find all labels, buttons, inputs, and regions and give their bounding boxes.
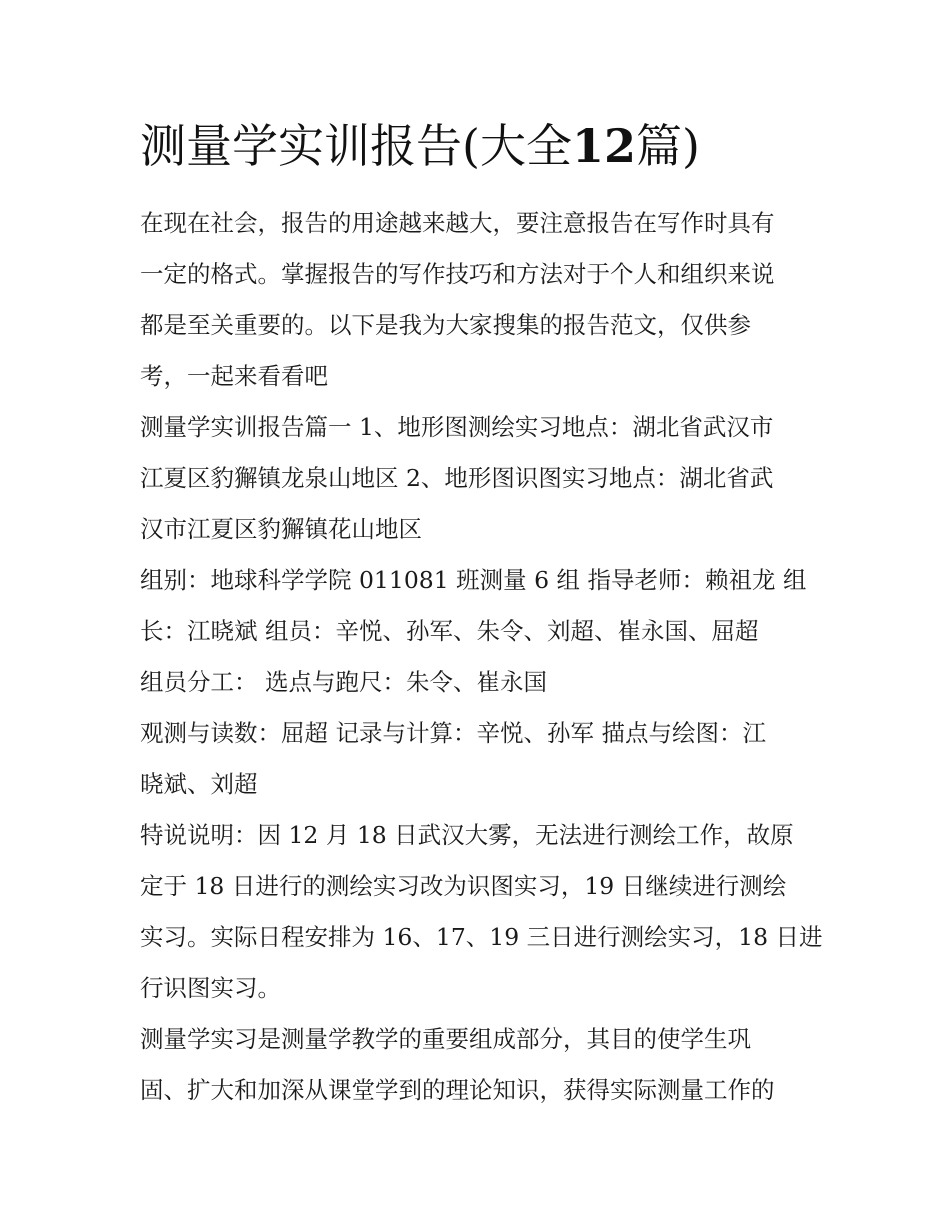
paragraph-intro: [140, 198, 812, 402]
text-line: 组员分工： 选点与跑尺：朱令、崔永国: [140, 668, 547, 696]
title-suffix: 篇): [635, 119, 700, 173]
text-line: 行识图实习。: [140, 974, 281, 1002]
text-line: 实习。实际日程安排为 16、17、19 三日进行测绘实习，18 日进: [140, 923, 823, 951]
paragraph-roles: [140, 708, 812, 810]
text-line: 晓斌、刘超: [140, 770, 258, 798]
document-title: [140, 112, 840, 180]
text-line: 考，一起来看看吧: [140, 362, 328, 390]
title-text: 测量学实训报告(大全: [140, 119, 572, 173]
text-line: 都是至关重要的。以下是我为大家搜集的报告范文，仅供参: [140, 311, 751, 339]
paragraph-group: [140, 555, 812, 708]
paragraph-schedule-note: [140, 810, 823, 1014]
text-line: 定于 18 日进行的测绘实习改为识图实习，19 日继续进行测绘: [140, 872, 787, 900]
text-line: 汉市江夏区豹獬镇花山地区: [140, 515, 422, 543]
text-line: 江夏区豹獬镇龙泉山地区 2、地形图识图实习地点：湖北省武: [140, 464, 774, 492]
document-body: [140, 198, 823, 1116]
text-line: 组别：地球科学学院 011081 班测量 6 组 指导老师：赖祖龙 组: [140, 566, 807, 594]
text-line: 固、扩大和加深从课堂学到的理论知识，获得实际测量工作的: [140, 1076, 775, 1104]
text-line: 测量学实训报告篇一 1、地形图测绘实习地点：湖北省武汉市: [140, 413, 774, 441]
text-line: 在现在社会，报告的用途越来越大，要注意报告在写作时具有: [140, 209, 775, 237]
text-line: 长：江晓斌 组员：辛悦、孙军、朱令、刘超、崔永国、屈超: [140, 617, 759, 645]
text-line: 特说说明：因 12 月 18 日武汉大雾，无法进行测绘工作，故原: [140, 821, 794, 849]
text-line: 观测与读数：屈超 记录与计算：辛悦、孙军 描点与绘图：江: [140, 719, 766, 747]
paragraph-locations: [140, 402, 812, 555]
paragraph-purpose: [140, 1014, 812, 1116]
title-number: 12: [571, 119, 636, 173]
text-line: 测量学实习是测量学教学的重要组成部分，其目的使学生巩: [140, 1025, 751, 1053]
text-line: 一定的格式。掌握报告的写作技巧和方法对于个人和组织来说: [140, 260, 775, 288]
